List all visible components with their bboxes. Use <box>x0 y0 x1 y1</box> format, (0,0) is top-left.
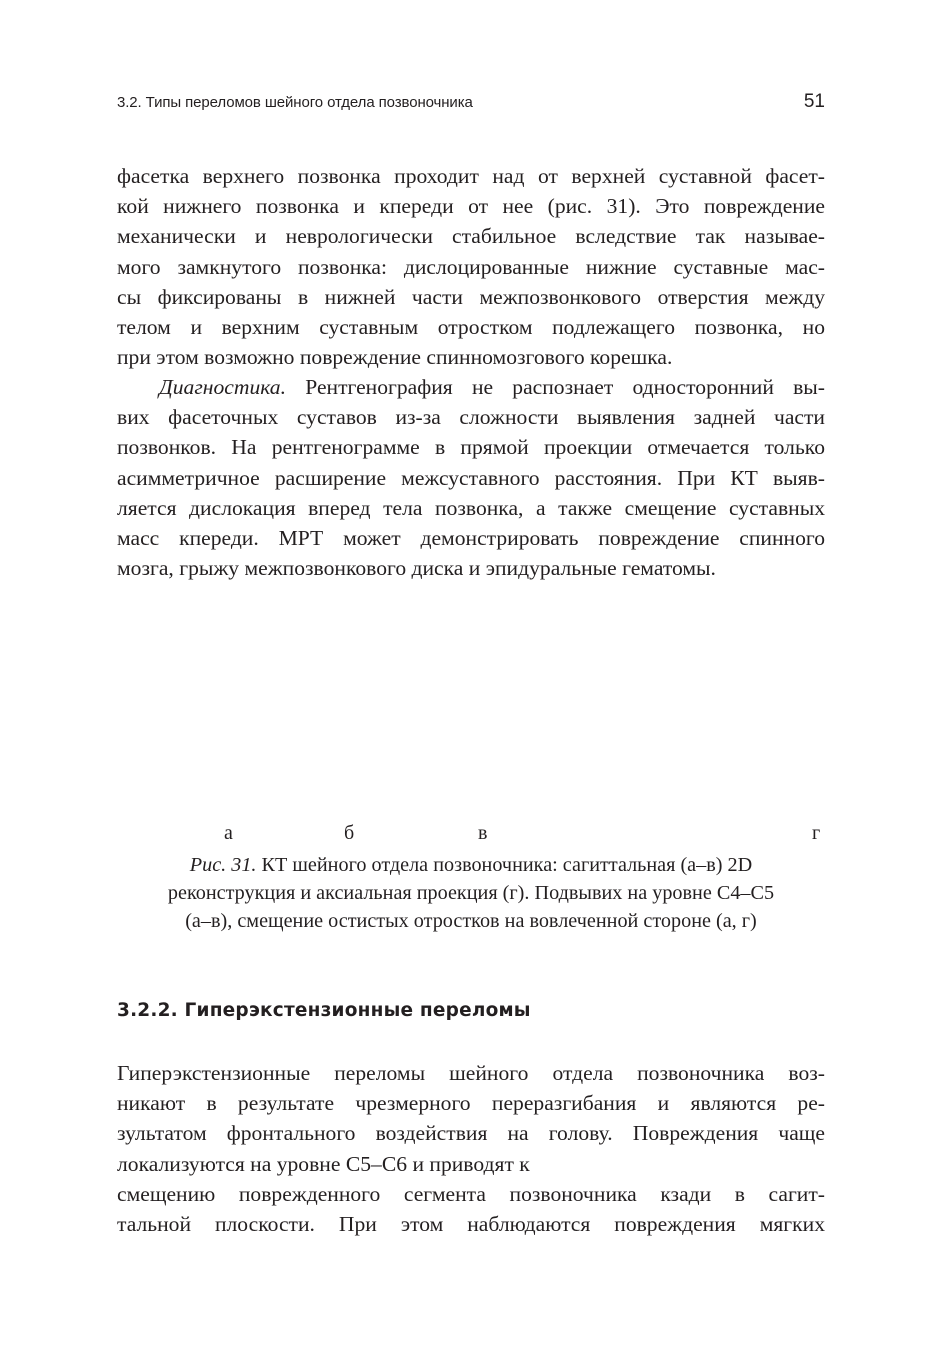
text-fragment: Рентгенография не распознает односторонний вы- <box>286 375 825 399</box>
text-line: сы фиксированы в нижней части межпозвонкового отверстия между <box>117 284 825 309</box>
running-head-title: 3.2. Типы переломов шейного отдела позвоночника <box>117 94 473 111</box>
text-line: мого замкнутого позвонка: дислоцированные нижние суставные мас- <box>117 254 825 279</box>
text-line: Гиперэкстензионные переломы шейного отдела позвоночника воз- <box>117 1061 825 1085</box>
paragraph-diagnostics <box>117 372 825 583</box>
figure-caption <box>117 851 825 935</box>
page-number: 51 <box>803 91 825 112</box>
caption-figure-ref: Рис. 31. <box>189 854 257 876</box>
paragraph-continuation <box>117 161 825 372</box>
text-line: вих фасеточных суставов из-за сложности выявления задней части <box>117 405 825 430</box>
text-line: кой нижнего позвонка и кпереди от нее (рис. 31). Это повреждение <box>117 194 825 219</box>
panel-label-b: б <box>344 822 355 844</box>
text-line: тальной плоскости. При этом наблюдаются повреждения мягких <box>117 1212 825 1237</box>
figure-image-area <box>117 595 825 820</box>
paragraph-hyperextension <box>117 1058 825 1239</box>
diagnostics-lead: Диагностика. <box>159 375 287 399</box>
text-line <box>117 372 825 402</box>
caption-text: КТ шейного отдела позвоночника: сагиттальная (а–в) 2D <box>256 854 753 876</box>
section-heading: 3.2.2. Гиперэкстензионные переломы <box>117 1000 531 1021</box>
text-line: смещению поврежденного сегмента позвоночника кзади в сагит- <box>117 1181 825 1206</box>
text-line: локализуются на уровне С5–С6 и приводят к <box>117 1151 530 1176</box>
text-line: позвонков. На рентгенограмме в прямой проекции отмечается только <box>117 435 825 460</box>
text-line: ляется дислокация вперед тела позвонка, а также смещение суставных <box>117 495 825 520</box>
text-line: асимметричное расширение межсуставного расстояния. При КТ выяв- <box>117 465 825 490</box>
caption-line: (а–в), смещение остистых отростков на вовлеченной стороне (а, г) <box>185 910 757 932</box>
text-line: никают в результате чрезмерного переразгибания и являются ре- <box>117 1091 825 1116</box>
text-line: мозга, грыжу межпозвонкового диска и эпидуральные гематомы. <box>117 556 716 581</box>
text-line: зультатом фронтального воздействия на голову. Повреждения чаще <box>117 1121 825 1146</box>
panel-label-a: а <box>224 822 233 844</box>
text-line: фасетка верхнего позвонка проходит над от верхней суставной фасет- <box>117 164 825 188</box>
text-line: телом и верхним суставным отростком подлежащего позвонка, но <box>117 315 825 340</box>
panel-label-g: г <box>812 822 821 844</box>
text-line: масс кпереди. МРТ может демонстрировать повреждение спинного <box>117 526 825 551</box>
caption-line <box>117 851 825 879</box>
text-line: при этом возможно повреждение спинномозгового корешка. <box>117 345 673 370</box>
panel-label-v: в <box>478 822 488 844</box>
text-line: механически и неврологически стабильное вследствие так называе- <box>117 224 825 249</box>
caption-line: реконструкция и аксиальная проекция (г). Подвывих на уровне С4–С5 <box>167 882 775 904</box>
